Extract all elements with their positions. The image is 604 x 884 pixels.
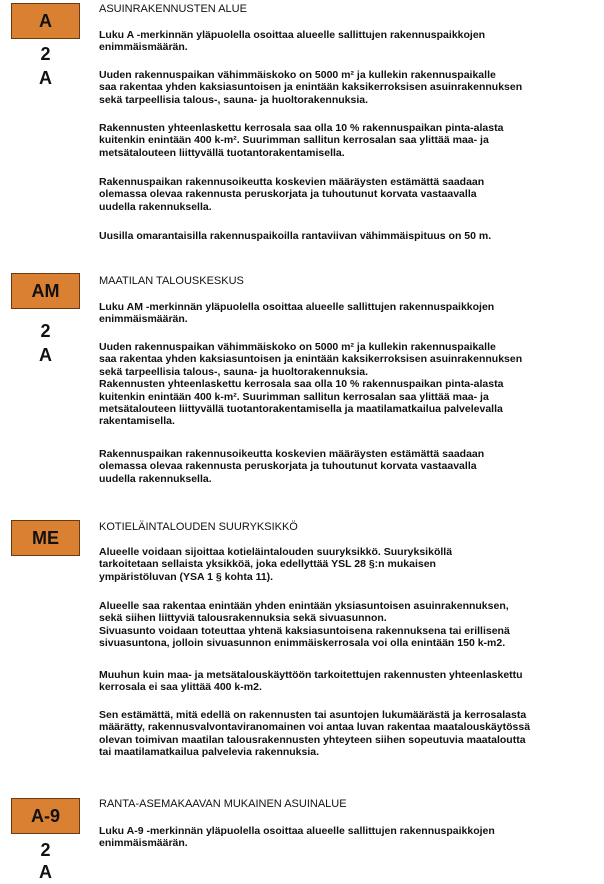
- paragraph: Rakennusten yhteenlaskettu kerrosala saa olla 10 % rakennuspaikan pinta-alasta kuitenkin enintään 400 k-m². Suurimman sallitun kerrosalan saa ylittää maa- ja metsätalouteen liittyvällä tuotantorakentamisella.: [99, 122, 504, 159]
- quantity-number: 2: [40, 44, 51, 64]
- paragraph: Uusilla omarantaisilla rakennuspaikoilla rantaviivan vähimmäispituus on 50 m.: [99, 230, 492, 242]
- section-heading: MAATILAN TALOUSKESKUS: [99, 275, 244, 287]
- paragraph: Luku A -merkinnän yläpuolella osoittaa alueelle sallittujen rakennuspaikkojen enimmäismäärän.: [99, 29, 486, 54]
- paragraph: Alueelle voidaan sijoittaa kotieläintalouden suuryksikkö. Suuryksiköllä tarkoitetaan sellaista yksikköä, joka edellyttää YSL 28 §:n mukaisen ympäristöluvan (YSA 1 § kohta 11).: [99, 546, 453, 583]
- legend-box-a: A: [11, 3, 80, 39]
- paragraph: Uuden rakennuspaikan vähimmäiskoko on 5000 m² ja kullekin rakennuspaikalle saa rakentaa yhden kaksiasuntoisen ja enintään kaksikerroksisen asuinrakennuksen sekä tarpeellisia talous-, sauna- ja huoltorakennuksia.: [99, 69, 523, 106]
- paragraph: Muuhun kuin maa- ja metsätalouskäyttöön tarkoitettujen rakennusten yhteenlaskettu kerrosala ei saa ylittää 400 k-m2.: [99, 669, 523, 694]
- quantity-number: 2: [40, 321, 51, 341]
- paragraph: Rakennuspaikan rakennusoikeutta koskevien määräysten estämättä saadaan olemassa olevaa rakennusta peruskorjata ja tuhoutunut korvata vastaavalla uudella rakennuksella.: [99, 448, 485, 485]
- section-heading: ASUINRAKENNUSTEN ALUE: [99, 3, 247, 15]
- paragraph: Alueelle saa rakentaa enintään yhden enintään yksiasuntoisen asuinrakennuksen, sekä siihen liittyviä talousrakennuksia sekä sivuasunnon. Sivuasunto voidaan toteuttaa yhtenä kaksiasuntoisena rakennuksena tai erillisenä sivuasuntona, jolloin sivuasunnon enimmäiskerrosala voi olla enintään 150 k-m2.: [99, 600, 510, 650]
- paragraph: Uuden rakennuspaikan vähimmäiskoko on 5000 m² ja kullekin rakennuspaikalle saa rakentaa yhden kaksiasuntoisen ja enintään kaksikerroksisen asuinrakennuksen sekä tarpeellisia talous-, sauna- ja huoltorakennuksia. Rakennusten yhteenlaskettu kerrosala saa olla 10 % rakennuspaikan pinta-alasta kuitenkin enintään 400 k-m². Suurimman sallitun kerrosalan saa ylittää maa- ja metsätalouteen liittyvällä tuotantorakentamisella ja maatilamatkailua palvelevalla rakentamisella.: [99, 341, 523, 428]
- paragraph: Luku AM -merkinnän yläpuolella osoittaa alueelle sallittujen rakennuspaikkojen enimmäismäärän.: [99, 301, 495, 326]
- paragraph: Rakennuspaikan rakennusoikeutta koskevien määräysten estämättä saadaan olemassa olevaa rakennusta peruskorjata ja tuhoutunut korvata vastaavalla uudella rakennuksella.: [99, 176, 485, 213]
- legend-box-a-9: A-9: [11, 798, 80, 834]
- quantity-letter: A: [39, 345, 52, 365]
- legend-box-am: AM: [11, 273, 80, 309]
- paragraph: Sen estämättä, mitä edellä on rakennusten tai asuntojen lukumäärästä ja kerrosalasta määrätty, rakennusvalvontaviranomainen voi antaa luvan rakentaa maatalouskäytössä olevan toimivan maatilan talousrakennusten yhteyteen siihen sopeutuvia maataloutta tai maatilamatkailua palvelevia rakennuksia.: [99, 709, 531, 759]
- legend-box-me: ME: [11, 520, 80, 556]
- section-heading: RANTA-ASEMAKAAVAN MUKAINEN ASUINALUE: [99, 798, 347, 810]
- quantity-letter: A: [39, 862, 52, 882]
- quantity-number: 2: [40, 840, 51, 860]
- section-heading: KOTIELÄINTALOUDEN SUURYKSIKKÖ: [99, 521, 298, 533]
- paragraph: Luku A-9 -merkinnän yläpuolella osoittaa alueelle sallittujen rakennuspaikkojen enimmäismäärän.: [99, 825, 495, 850]
- quantity-letter: A: [39, 68, 52, 88]
